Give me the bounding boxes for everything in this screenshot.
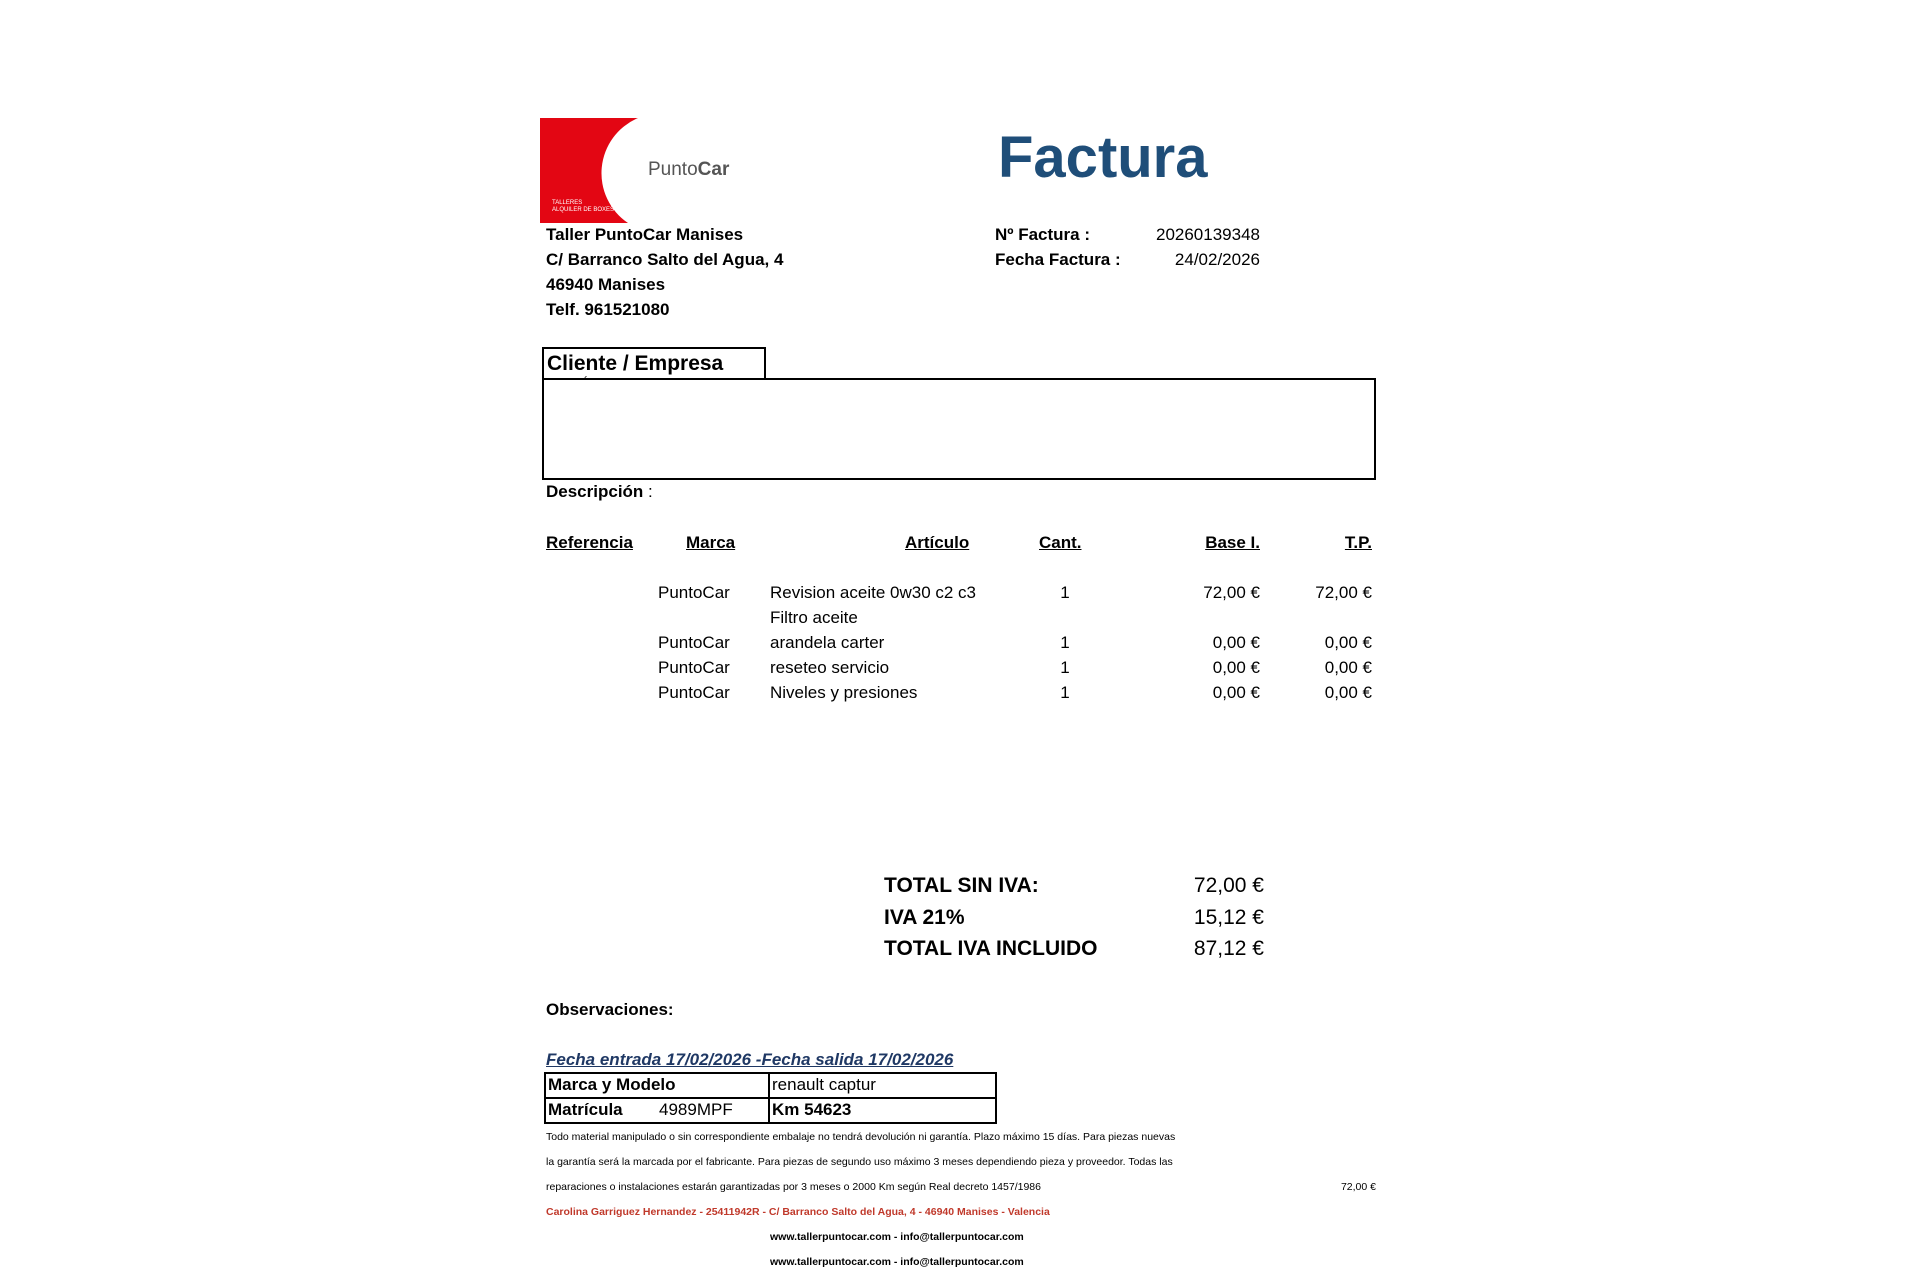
vehicle-table-column-divider [768,1072,770,1124]
invoice-title: Factura [998,125,1208,190]
website-line-1[interactable]: www.tallerpuntocar.com - info@tallerpuntocar.com [770,1231,1024,1243]
company-city: 46940 Manises [546,275,666,294]
header-base: Base I. [1205,533,1260,552]
row-4-articulo: Niveles y presiones [770,683,918,702]
puntocar-logo [540,118,750,223]
row-0-marca: PuntoCar [658,583,730,602]
matricula-label: Matrícula [548,1100,623,1119]
total-iva-incluido-label: TOTAL IVA INCLUIDO [884,937,1098,960]
row-2-tp: 0,00 € [1324,633,1372,652]
row-1-articulo: Filtro aceite [770,608,858,627]
row-4-marca: PuntoCar [658,683,730,702]
legal-line-1: Todo material manipulado o sin correspondiente embalaje no tendrá devolución ni garantía. Plazo máximo 15 días. Para piezas nuevas [546,1131,1176,1143]
marca-modelo-value: renault captur [772,1075,876,1094]
svg-text:ALQUILER DE BOXES: ALQUILER DE BOXES [552,207,615,213]
description-label: Descripción [546,482,644,501]
svg-text:TALLERES: TALLERES [552,200,583,206]
invoice-date-value: 24/02/2026 [1174,250,1260,269]
client-box [542,374,1376,480]
description-row [546,482,653,502]
row-2-base: 0,00 € [1212,633,1260,652]
total-sin-iva-label: TOTAL SIN IVA: [884,874,1039,897]
iva-value: 15,12 € [1193,906,1264,929]
row-2-marca: PuntoCar [658,633,730,652]
invoice-number-label: Nº Factura : [995,225,1091,244]
invoice-number-value: 20260139348 [1155,225,1260,244]
invoice-date-label: Fecha Factura : [995,250,1121,269]
row-0-articulo: Revision aceite 0w30 c2 c3 [770,583,977,602]
row-0-tp: 72,00 € [1315,583,1372,602]
matricula-value: 4989MPF [659,1100,733,1119]
header-cant: Cant. [1039,533,1082,552]
row-0-base: 72,00 € [1203,583,1260,602]
header-referencia: Referencia [546,533,633,552]
row-3-base: 0,00 € [1212,658,1260,677]
observaciones-label: Observaciones: [546,1000,674,1019]
row-3-articulo: reseteo servicio [770,658,890,677]
company-address: C/ Barranco Salto del Agua, 4 [546,250,784,269]
legal-line-3-amount: 72,00 € [1340,1181,1376,1193]
row-2-cant: 1 [1060,633,1070,652]
owner-line: Carolina Garriguez Hernandez - 25411942R - C/ Barranco Salto del Agua, 4 - 46940 Manises - Valencia [546,1206,1050,1218]
row-4-base: 0,00 € [1212,683,1260,702]
row-0-cant: 1 [1060,583,1070,602]
client-mark: ´ [584,374,588,388]
company-phone: Telf. 961521080 [546,300,670,319]
company-name: Taller PuntoCar Manises [546,225,744,244]
fechas-entrada-salida: Fecha entrada 17/02/2026 -Fecha salida 17/02/2026 [546,1050,954,1069]
km-value: Km 54623 [772,1100,852,1119]
row-2-articulo: arandela carter [770,633,885,652]
legal-line-2: la garantía será la marcada por el fabricante. Para piezas de segundo uso máximo 3 meses dependiendo pieza y proveedor. Todas las [546,1156,1173,1168]
row-3-marca: PuntoCar [658,658,730,677]
vehicle-table-divider [544,1097,997,1099]
iva-label: IVA 21% [884,906,965,929]
total-iva-incluido-value: 87,12 € [1193,937,1264,960]
client-label: Cliente / Empresa [547,352,724,375]
website-line-2[interactable]: www.tallerpuntocar.com - info@tallerpuntocar.com [770,1256,1024,1268]
client-label-box [542,347,766,380]
total-sin-iva-value: 72,00 € [1193,874,1264,897]
row-4-cant: 1 [1060,683,1070,702]
legal-line-3: reparaciones o instalaciones estarán garantizadas por 3 meses o 2000 Km según Real decreto 1457/1986 [546,1181,1041,1193]
header-articulo: Artículo [905,533,970,552]
description-colon: : [648,482,653,501]
header-marca: Marca [686,533,736,552]
row-4-tp: 0,00 € [1324,683,1372,702]
row-3-tp: 0,00 € [1324,658,1372,677]
marca-modelo-label: Marca y Modelo [548,1075,676,1094]
row-3-cant: 1 [1060,658,1070,677]
svg-text:PuntoCar: PuntoCar [648,159,730,180]
header-tp: T.P. [1344,533,1372,552]
